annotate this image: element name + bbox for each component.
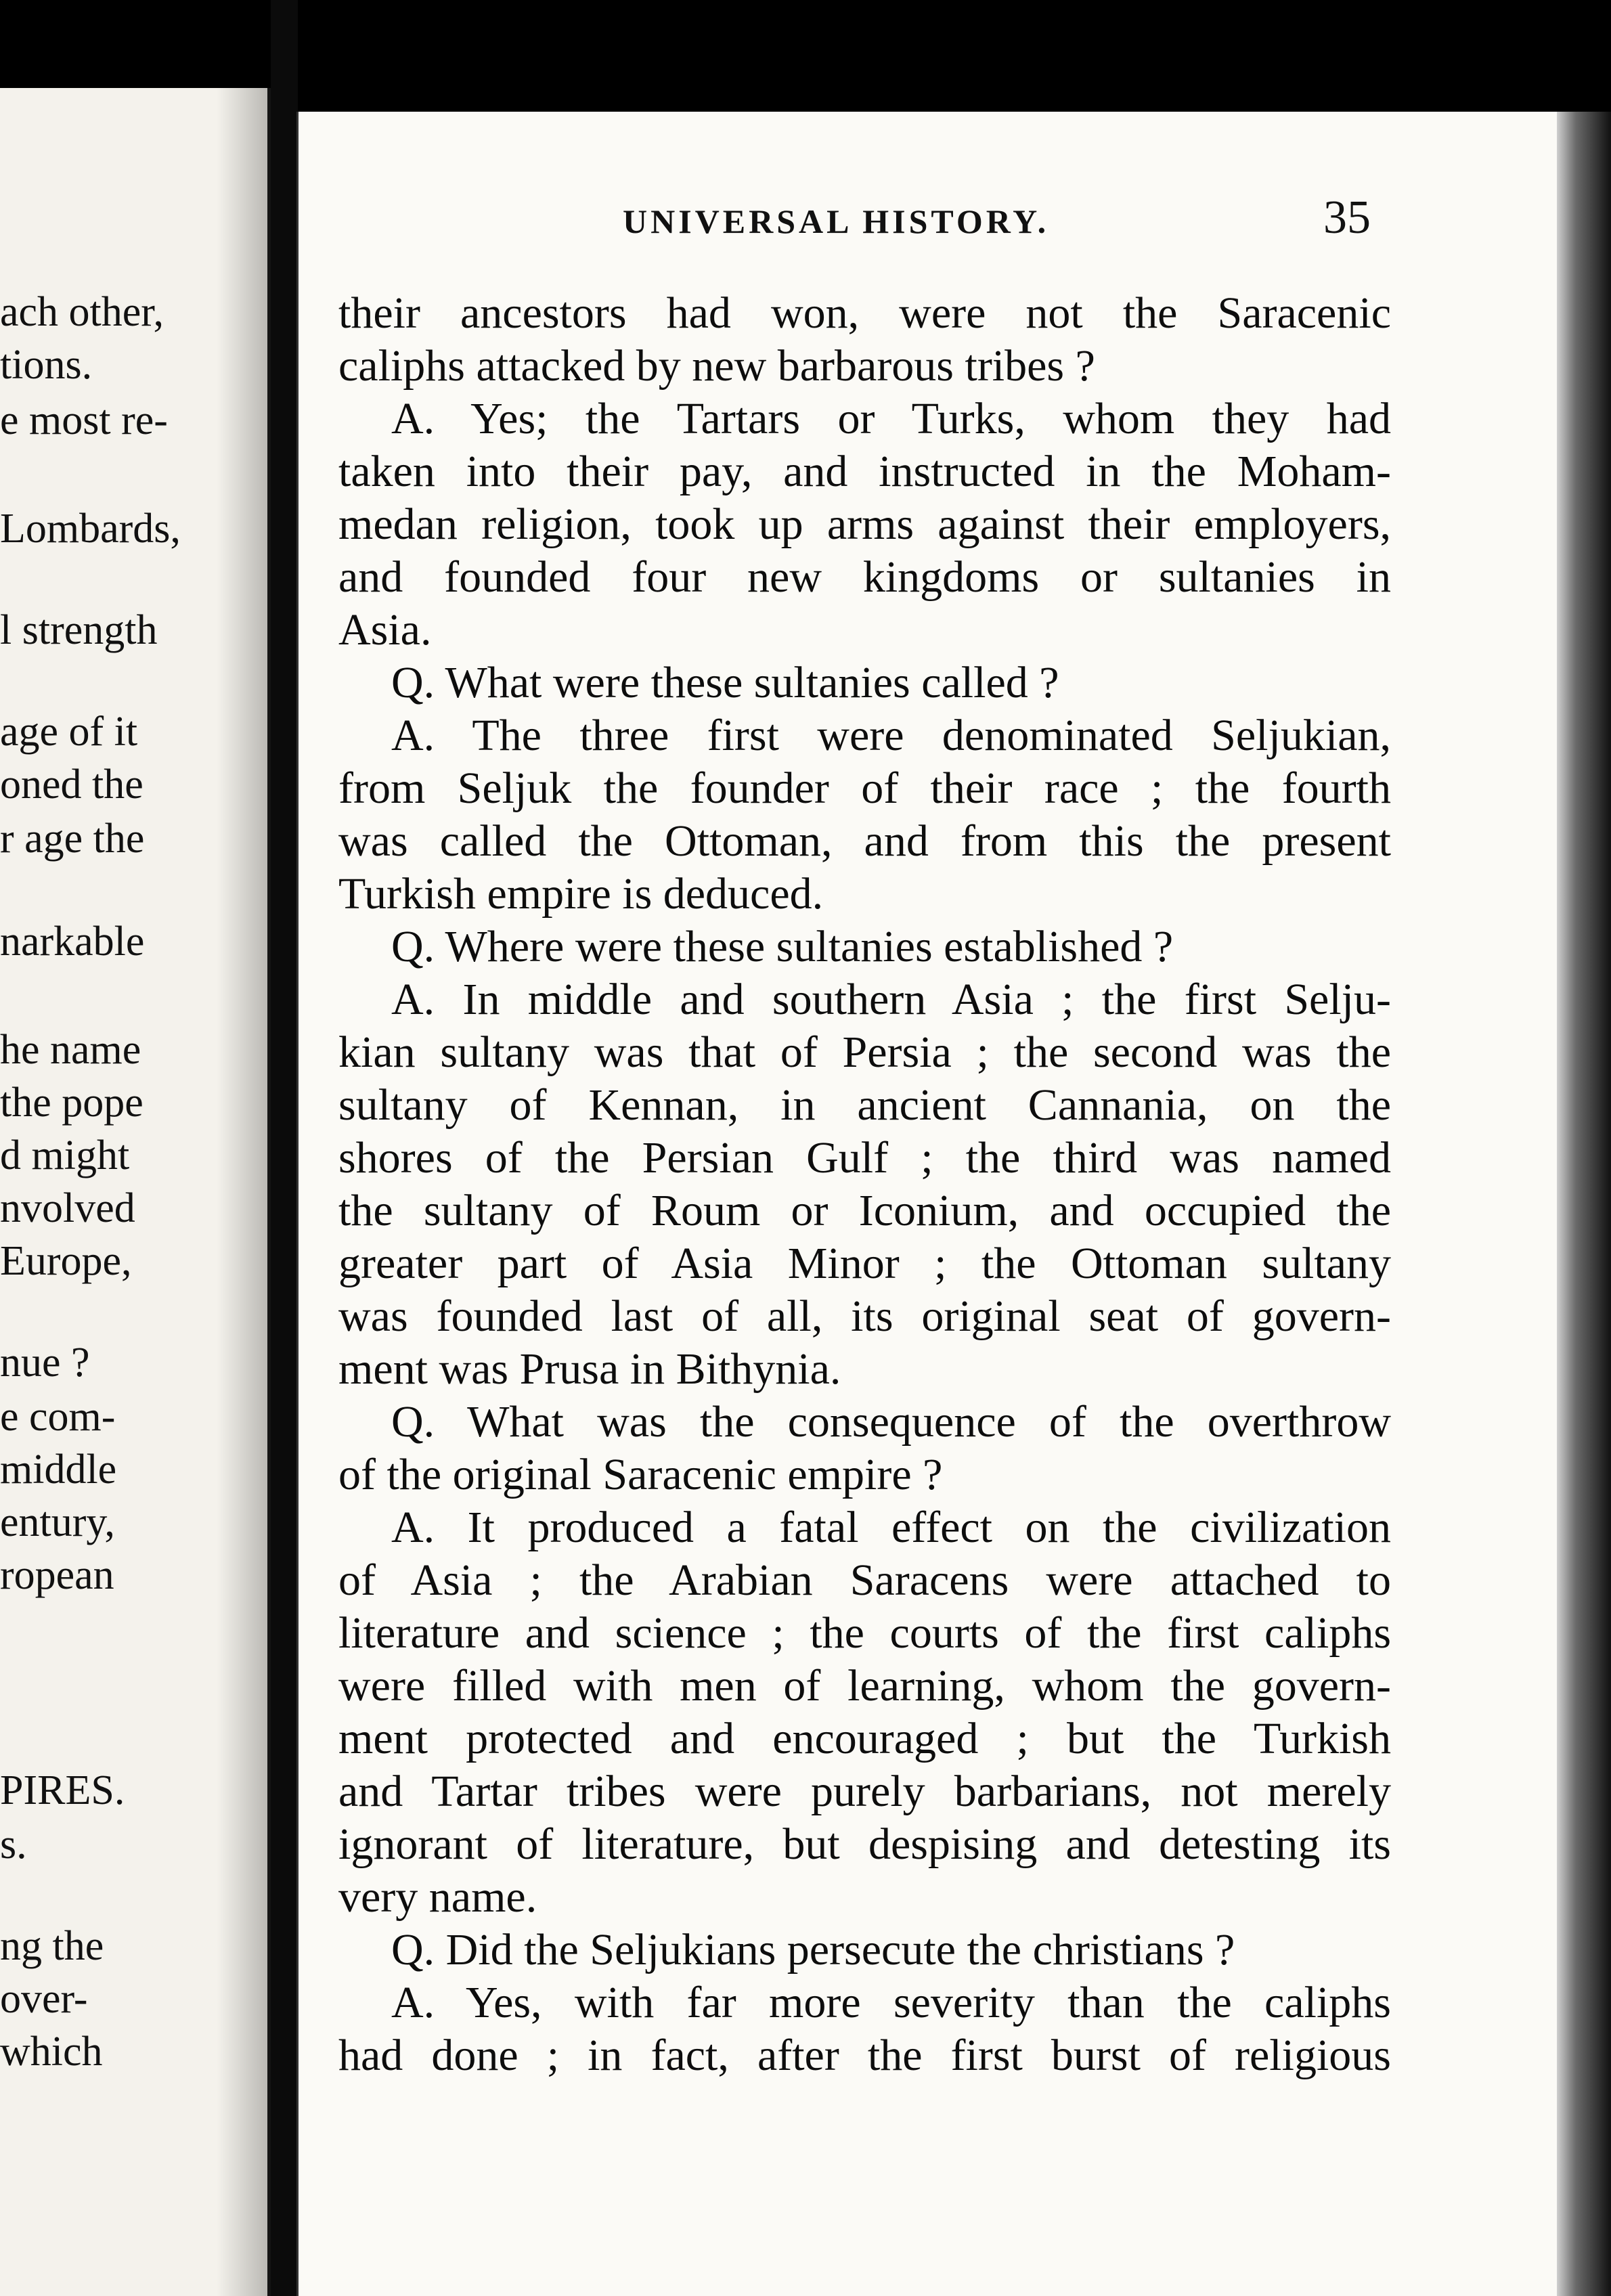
- question-line: Q. Did the Seljukians persecute the christians ?: [391, 1925, 1235, 1974]
- text-line: Turkish empire is deduced.: [338, 869, 824, 919]
- answer-line: A. In middle and southern Asia ; the first Selju-: [391, 975, 1391, 1024]
- left-page-line: the pope: [0, 1080, 144, 1126]
- left-page-line: e most re-: [0, 397, 168, 443]
- text-line: sultany of Kennan, in ancient Cannania, on the: [338, 1080, 1391, 1130]
- text-line: was founded last of all, its original seat of govern-: [338, 1292, 1391, 1341]
- text-line: caliphs attacked by new barbarous tribes ?: [338, 341, 1095, 391]
- left-page-line: tions.: [0, 342, 93, 388]
- text-line: and Tartar tribes were purely barbarians, not merely: [338, 1767, 1391, 1816]
- text-line: had done ; in fact, after the first burst of religious: [338, 2031, 1391, 2080]
- page-number: 35: [1323, 192, 1371, 244]
- text-line: shores of the Persian Gulf ; the third was named: [338, 1133, 1391, 1183]
- answer-line: A. The three first were denominated Seljukian,: [391, 711, 1391, 760]
- text-line: ment was Prusa in Bithynia.: [338, 1344, 841, 1394]
- text-line: Asia.: [338, 605, 432, 655]
- left-page-line: d might: [0, 1132, 130, 1178]
- text-line: taken into their pay, and instructed in the Moham-: [338, 447, 1391, 496]
- left-page-line: narkable: [0, 919, 145, 965]
- left-page-line: he name: [0, 1027, 141, 1073]
- left-page-line: nvolved: [0, 1185, 135, 1231]
- text-line: the sultany of Roum or Iconium, and occupied the: [338, 1186, 1391, 1235]
- page-edge: [1557, 112, 1611, 2296]
- text-line: literature and science ; the courts of the first caliphs: [338, 1608, 1391, 1658]
- text-line: their ancestors had won, were not the Saracenic: [338, 288, 1391, 338]
- left-page-line: ach other,: [0, 289, 164, 335]
- question-line: Q. Where were these sultanies established ?: [391, 922, 1174, 971]
- text-line: of Asia ; the Arabian Saracens were attached to: [338, 1555, 1391, 1605]
- book-gutter: [271, 0, 298, 2296]
- text-line: medan religion, took up arms against their employers,: [338, 500, 1391, 549]
- left-page-line: nue ?: [0, 1340, 90, 1386]
- text-line: greater part of Asia Minor ; the Ottoman sultany: [338, 1239, 1391, 1288]
- left-page-line: entury,: [0, 1499, 115, 1545]
- text-line: and founded four new kingdoms or sultanies in: [338, 552, 1391, 602]
- left-page-line: ropean: [0, 1552, 114, 1598]
- text-line: from Seljuk the founder of their race ; the fourth: [338, 764, 1391, 813]
- question-line: Q. What was the consequence of the overthrow: [391, 1397, 1391, 1447]
- answer-line: A. Yes; the Tartars or Turks, whom they had: [391, 394, 1391, 443]
- text-line: kian sultany was that of Persia ; the second was the: [338, 1028, 1391, 1077]
- left-page-line: PIRES.: [0, 1767, 125, 1813]
- left-page-line: l strength: [0, 607, 158, 653]
- left-page-line: middle: [0, 1447, 117, 1493]
- left-page-line: oned the: [0, 761, 144, 808]
- left-page-line: over-: [0, 1976, 88, 2022]
- text-line: was called the Ottoman, and from this the present: [338, 816, 1391, 866]
- left-page-line: Europe,: [0, 1238, 132, 1284]
- left-page-line: which: [0, 2029, 103, 2075]
- left-page-line: r age the: [0, 816, 145, 862]
- left-page-line: ng the: [0, 1923, 104, 1969]
- left-page-line: s.: [0, 1822, 27, 1868]
- text-line: ment protected and encouraged ; but the Turkish: [338, 1714, 1391, 1763]
- left-page-line: e com-: [0, 1394, 116, 1440]
- question-line: Q. What were these sultanies called ?: [391, 658, 1059, 707]
- answer-line: A. Yes, with far more severity than the caliphs: [391, 1978, 1391, 2027]
- running-head: UNIVERSAL HISTORY.: [623, 202, 1050, 240]
- text-line: were filled with men of learning, whom the govern-: [338, 1661, 1391, 1710]
- page-body: [338, 287, 1391, 2082]
- answer-line: A. It produced a fatal effect on the civilization: [391, 1503, 1391, 1552]
- text-line: of the original Saracenic empire ?: [338, 1450, 943, 1499]
- page-shadow: [217, 88, 271, 2296]
- text-line: ignorant of literature, but despising and detesting its: [338, 1819, 1391, 1869]
- left-page-line: Lombards,: [0, 506, 181, 552]
- text-line: very name.: [338, 1872, 537, 1922]
- left-page-line: age of it: [0, 709, 138, 755]
